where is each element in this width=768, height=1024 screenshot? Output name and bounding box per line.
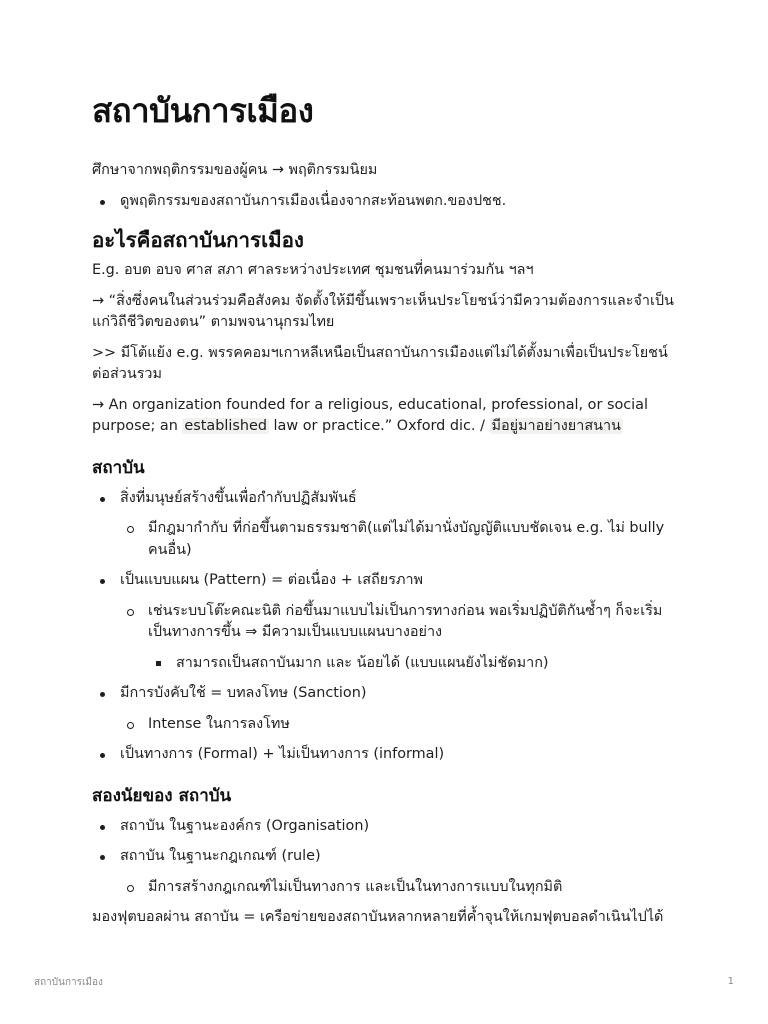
- list-item: Intense ในการลงโทษ: [120, 714, 678, 736]
- bullet-icon: [100, 825, 105, 830]
- bullet-icon: [100, 753, 105, 758]
- circle-bullet-icon: [127, 722, 134, 729]
- paragraph-thai-definition: → “สิ่งซึ่งคนในส่วนร่วมคือสังคม จัดตั้งให้มีขึ้นเพราะเห็นประโยชน์ว่ามีความต้องการและจำเป็นแก่วิถีชีวิตของตน” ตามพจนานุกรมไทย: [92, 292, 674, 330]
- sub-list: [120, 714, 678, 736]
- paragraph-oxford-definition: → An organization founded for a religious, educational, professional, or social purpose; an established law or practice.” Oxford dic. / มีอยู่มาอย่างยาสนาน: [92, 396, 648, 434]
- intro-line: ศึกษาจากพฤติกรรมของผู้คน → พฤติกรรมนิยม: [92, 162, 378, 178]
- sub-list: [120, 877, 678, 899]
- paragraph-counterargument: >> มีโต้แย้ง e.g. พรรคคอมฯเกาหลีเหนือเป็นสถาบันการเมืองแต่ไม่ได้ตั้งมาเพื่อเป็นประโยชน์ต่อส่วนรวม: [92, 344, 668, 382]
- page-number: 1: [727, 976, 734, 987]
- page-title: สถาบันการเมือง: [92, 91, 314, 130]
- paragraph-examples: E.g. อบต อบจ ศาส สภา ศาลระหว่างประเทศ ชุมชนที่คนมาร่วมกัน ฯลฯ: [92, 262, 534, 278]
- highlighted-text: established: [184, 418, 267, 434]
- list-item: สิ่งที่มนุษย์สร้างขึ้นเพื่อกำกับปฏิสัมพันธ์ มีกฎมากำกับ ที่ก่อขึ้นตามธรรมชาติ(แต่ไม่ได้มานั่งบัญญัติแบบชัดเจน e.g. ไม่ bully คนอื่น): [92, 488, 678, 562]
- institution-list: [92, 488, 678, 766]
- list-item: สถาบัน ในฐานะองค์กร (Organisation): [92, 816, 678, 838]
- section-heading-what: อะไรคือสถาบันการเมือง: [92, 228, 304, 252]
- closing-paragraph: มองฟุตบอลผ่าน สถาบัน = เครือข่ายของสถาบันหลากหลายที่ค้ำจุนให้เกมฟุตบอลดำเนินไปได้: [92, 909, 664, 925]
- intro-list: [92, 191, 678, 213]
- circle-bullet-icon: [127, 885, 134, 892]
- bullet-icon: [100, 579, 105, 584]
- highlighted-text: มีอยู่มาอย่างยาสนาน: [491, 418, 621, 434]
- sub-list: [120, 518, 678, 561]
- sub-list: [120, 601, 678, 675]
- list-item: ดูพฤติกรรมของสถาบันการเมืองเนื่องจากสะท้อนพตก.ของปชช.: [92, 191, 678, 213]
- list-item: เป็นทางการ (Formal) + ไม่เป็นทางการ (informal): [92, 744, 678, 766]
- footer-document-title: สถาบันการเมือง: [34, 977, 103, 988]
- document-body: [92, 160, 678, 938]
- list-item: มีกฎมากำกับ ที่ก่อขึ้นตามธรรมชาติ(แต่ไม่ได้มานั่งบัญญัติแบบชัดเจน e.g. ไม่ bully คนอื่น): [120, 518, 678, 561]
- list-item: เป็นแบบแผน (Pattern) = ต่อเนื่อง + เสถียรภาพ เช่นระบบโต๊ะคณะนิติ ก่อขึ้นมาแบบไม่เป็นการทางก่อน พอเริ่มปฏิบัติกันซ้ำๆ ก็จะเริ่มเป็นทางการขึ้น ⇒ มีความเป็นแบบแผนบางอย่าง สามารถเป็นสถาบันมาก และ น้อยได้ (แบบแผนยังไม่ชัดมาก): [92, 570, 678, 674]
- list-item: สามารถเป็นสถาบันมาก และ น้อยได้ (แบบแผนยังไม่ชัดมาก): [148, 653, 678, 675]
- section-heading-institution: สถาบัน: [92, 457, 145, 478]
- bullet-icon: [100, 692, 105, 697]
- sub-sub-list: [148, 653, 678, 675]
- list-item: เช่นระบบโต๊ะคณะนิติ ก่อขึ้นมาแบบไม่เป็นการทางก่อน พอเริ่มปฏิบัติกันซ้ำๆ ก็จะเริ่มเป็นทางการขึ้น ⇒ มีความเป็นแบบแผนบางอย่าง สามารถเป็นสถาบันมาก และ น้อยได้ (แบบแผนยังไม่ชัดมาก): [120, 601, 678, 675]
- list-item: สถาบัน ในฐานะกฎเกณฑ์ (rule) มีการสร้างกฎเกณฑ์ไม่เป็นทางการ และเป็นในทางการแบบในทุกมิติ: [92, 846, 678, 898]
- circle-bullet-icon: [127, 526, 134, 533]
- list-item: มีการบังคับใช้ = บทลงโทษ (Sanction) Intense ในการลงโทษ: [92, 683, 678, 735]
- square-bullet-icon: [156, 661, 161, 666]
- circle-bullet-icon: [127, 609, 134, 616]
- section-heading-two-meanings: สองนัยของ สถาบัน: [92, 785, 232, 806]
- bullet-icon: [100, 497, 105, 502]
- two-meanings-list: [92, 816, 678, 899]
- bullet-icon: [100, 200, 105, 205]
- bullet-icon: [100, 855, 105, 860]
- list-item: มีการสร้างกฎเกณฑ์ไม่เป็นทางการ และเป็นในทางการแบบในทุกมิติ: [120, 877, 678, 899]
